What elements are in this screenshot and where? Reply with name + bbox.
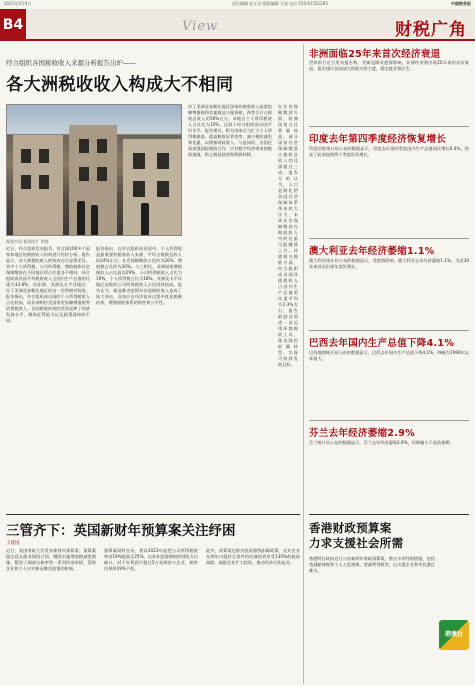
hk-top-rule xyxy=(309,514,469,515)
column-title: 财税广角 xyxy=(395,20,467,40)
view-label: View xyxy=(182,19,219,34)
lead-col-3: 拉丁美洲及加勒比地区国家的税收收入高度依赖增值税和其他商品与服务税，两者合计占税收总收入的50%左右。该地区个人所得税收入占比仅为10%，远低于经合组织成员国平均水平。报告建议，相关国家应当扩大个人所得税税基，提高税收征管效率，减少税收减免和优惠，以增加财政收入。与此同时，各国还需加强国际税收合作，应对数字经济带来的税收挑战，防止税基侵蚀和利润转移。 xyxy=(188,104,272,157)
brief-title-india: 印度去年第四季度经济恢复增长 xyxy=(309,134,447,145)
hk-story-text: 香港特区政府近日公布新财年财政预算案，推出多项纾困措施，包括宽减薪俸税和个人入息课税、宽减利得税等，以支援企业和市民渡过难关。 xyxy=(309,556,435,573)
page-header xyxy=(0,9,475,41)
photo-caption: 视觉中国 新闻图片 供图 xyxy=(6,239,49,244)
brief-rule-2 xyxy=(309,238,469,239)
brief-text-africa: 世界银行近日发布报告称，受新冠肺炎疫情影响，非洲经济将出现25年来的首次衰退。报告建议各国加大财政支持力度，稳定就业和民生。 xyxy=(309,60,469,71)
story2-top-rule xyxy=(6,514,300,515)
brief-text-australia: 澳大利亚统计局公布的数据显示，受疫情影响，澳大利亚去年经济萎缩1.1%，为近30年来首次出现年度负增长。 xyxy=(309,258,469,269)
newspaper-name: 中国税务报 xyxy=(451,1,471,6)
story2-col-1: 近日，英国财政大臣发布新财年预算案。预算案提出延长就业保留计划、继续实施增值税减免措施、暂停上调部分税率等一系列纾困举措，帮助企业和个人应对新冠肺炎疫情的影响。 xyxy=(6,548,96,571)
brief-rule-1 xyxy=(309,126,469,127)
page-number: B4 xyxy=(0,9,26,41)
hk-headline-line1: 香港财政预算案 xyxy=(309,521,392,535)
story2-col-3: 此外，预算案还推出投资超级扣除政策，允许企业在两年内就符合条件的设备投资享受130%的税前扣除，鼓励企业扩大投资，推动经济尽快复苏。 xyxy=(206,548,300,565)
brief-rule-4 xyxy=(309,420,469,421)
story2-byline: 王建国 xyxy=(6,541,20,546)
lead-col-2: 报告指出，在经合组织成员国中，个人所得税是最重要的税收收入来源，平均占税收总收入的24%左右；社会保障缴款占比约为26%；增值税占比约为20%。与之相比，非洲国家增值税收入占比高达29%，公司所得税收入占比为19%，个人所得税占比为18%。亚洲及太平洋地区国家的公司所得税收入占比同样较高。报告认为，新冠肺炎疫情对各国税收收入造成了较大冲击，各国应在经济复苏过程中优化税制结构，增强税收体系的韧性和公平性。 xyxy=(96,246,182,305)
lead-col-4: 在社会保障缴款方面，欧洲国家占比普遍较高，部分国家社会保障缴款占税收总收入的比重超过三成。报告分析认为，人口老龄化给各国社会保障体系带来较大压力，未来社会保障缴款在税收收入中的比重可能继续上升。环境相关税收方面，经合组织成员国环境税收入占国内生产总值的比重平均为2.3%左右，报告鼓励各国进一步运用环境税收工具，推动绿色低碳转型，实现可持续发展目标。 xyxy=(278,104,298,367)
street-photo xyxy=(6,104,182,236)
story2-col-2: 预算案同时宣布，将从2023年起把公司所得税税率由19%提高至25%，以弥补疫情期间的财政支出缺口。对于年利润不超过5万英镑的小企业，税率仍保持19%不变。 xyxy=(104,548,198,571)
brief-text-india: 印度国家统计局公布的数据显示，印度去年第四季度国内生产总值同比增长0.4%，结束了此前连续两个季度的负增长。 xyxy=(309,146,469,157)
brief-text-brazil: 巴西地理统计局公布的数据显示，巴西去年国内生产总值下降4.1%，降幅为1990年以来最大。 xyxy=(309,350,469,361)
top-meta-bar xyxy=(0,0,475,8)
issue-date: 2021年3月9日 xyxy=(4,1,32,6)
lead-col-1: 近日，经合组织发布报告，对全球100多个国家和地区的税收收入结构进行比较分析。报告显示，各大洲税收收入的构成存在显著差异，其中个人所得税、公司所得税、增值税和社会保障缴款在不同地区所占比重各不相同。经合组织成员国平均税收收入占国内生产总值的比重为33.8%，而非洲、亚洲及太平洋地区、拉丁美洲及加勒比地区的这一比例相对较低。报告指出，经合组织成员国的个人所得税收入占比较高，而非洲和拉美国家更依赖增值税等消费税收入。各国税收结构的差异反映了经济发展水平、税收征管能力以及政策选择的不同。 xyxy=(6,246,90,323)
hk-macao-taiwan-badge: 港澳台 xyxy=(439,620,469,650)
hk-headline-line2: 力求支援社会所需 xyxy=(309,536,404,550)
brief-title-australia: 澳大利亚去年经济萎缩1.1% xyxy=(309,246,435,257)
column-divider xyxy=(303,44,304,684)
brief-title-africa: 非洲面临25年来首次经济衰退 xyxy=(309,49,441,60)
lead-kicker: 经合组织各国税收收入来源分析报告出炉—— xyxy=(6,59,136,67)
brief-title-finland: 芬兰去年经济萎缩2.9% xyxy=(309,428,415,439)
brief-title-brazil: 巴西去年国内生产总值下降4.1% xyxy=(309,338,455,349)
story2-headline: 三管齐下：英国新财年预算案关注纾困 xyxy=(6,523,236,539)
brief-text-finland: 芬兰统计局公布的数据显示，芬兰去年经济萎缩2.9%，但降幅小于此前预期。 xyxy=(309,440,454,445)
brief-rule-3 xyxy=(309,330,469,331)
editor-info: 责任编辑 彭正羽 组版编辑 万旭 电话 010-61551283 xyxy=(232,1,328,6)
lead-headline: 各大洲税收收入构成大不相同 xyxy=(6,75,234,95)
